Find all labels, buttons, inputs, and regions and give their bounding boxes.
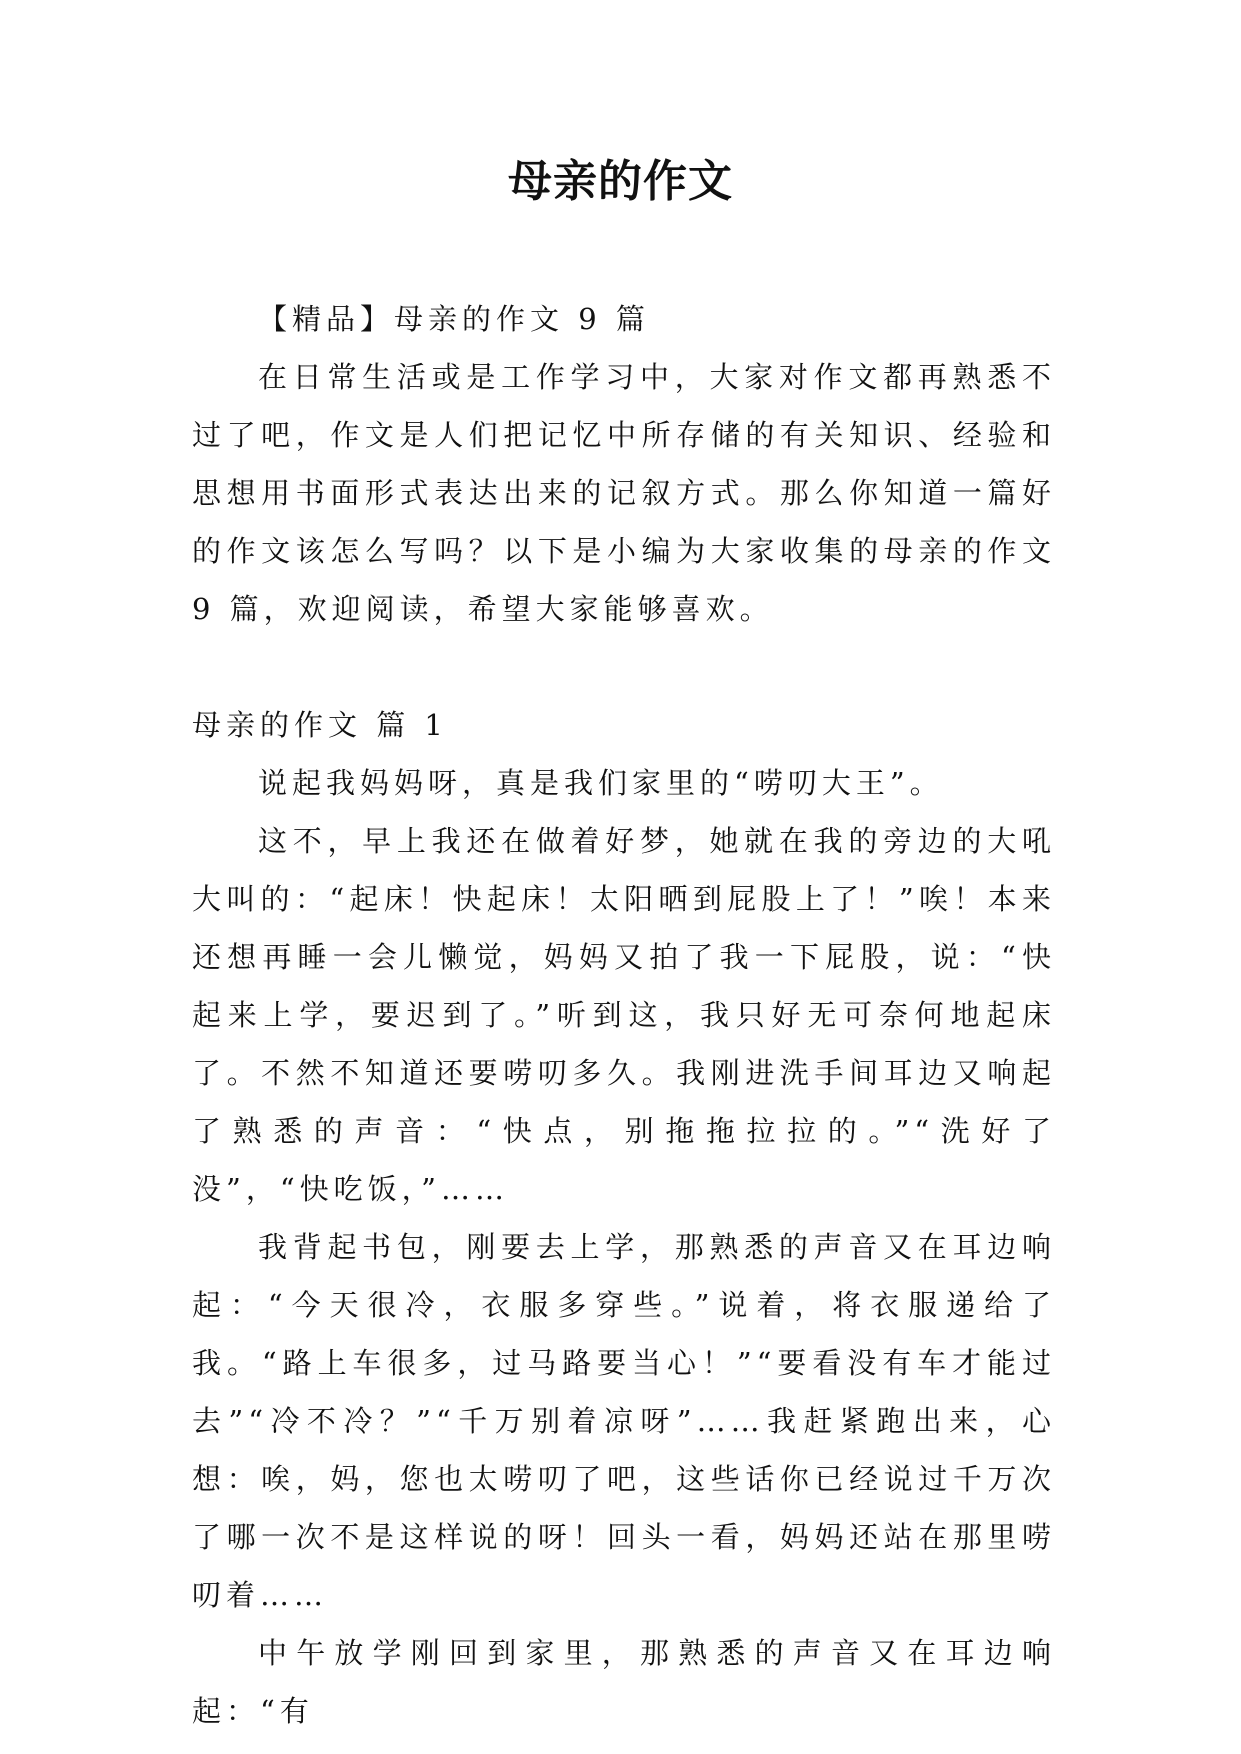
section-spacer — [192, 638, 1056, 696]
intro-paragraph: 在日常生活或是工作学习中，大家对作文都再熟悉不过了吧，作文是人们把记忆中所存储的有关知识、经验和思想用书面形式表达出来的记叙方式。那么你知道一篇好的作文该怎么写吗？以下是小编为大家收集的母亲的作文 9 篇，欢迎阅读，希望大家能够喜欢。 — [192, 360, 1056, 626]
section-heading: 母亲的作文 篇 1 — [192, 708, 448, 742]
body-paragraph: 说起我妈妈呀，真是我们家里的“唠叨大王”。 — [258, 766, 944, 800]
document-subtitle: 【精品】母亲的作文 9 篇 — [258, 302, 650, 336]
body-paragraph: 这不，早上我还在做着好梦，她就在我的旁边的大吼大叫的：“起床！快起床！太阳晒到屁股上了！”唉！本来还想再睡一会儿懒觉，妈妈又拍了我一下屁股，说：“快起来上学，要迟到了。”听到这，我只好无可奈何地起床了。不然不知道还要唠叨多久。我刚进洗手间耳边又响起了熟悉的声音：“快点，别拖拖拉拉的。”“洗好了没”，“快吃饭，”…… — [192, 824, 1056, 1206]
document-body — [192, 290, 1056, 1740]
document-title: 母亲的作文 — [508, 156, 733, 207]
body-paragraph: 中午放学刚回到家里，那熟悉的声音又在耳边响起：“有 — [192, 1636, 1056, 1728]
body-paragraph: 我背起书包，刚要去上学，那熟悉的声音又在耳边响起：“今天很冷，衣服多穿些。”说着，将衣服递给了我。“路上车很多，过马路要当心！”“要看没有车才能过去”“冷不冷？”“千万别着凉呀”……我赶紧跑出来，心想：唉，妈，您也太唠叨了吧，这些话你已经说过千万次了哪一次不是这样说的呀！回头一看，妈妈还站在那里唠叨着…… — [192, 1230, 1056, 1612]
